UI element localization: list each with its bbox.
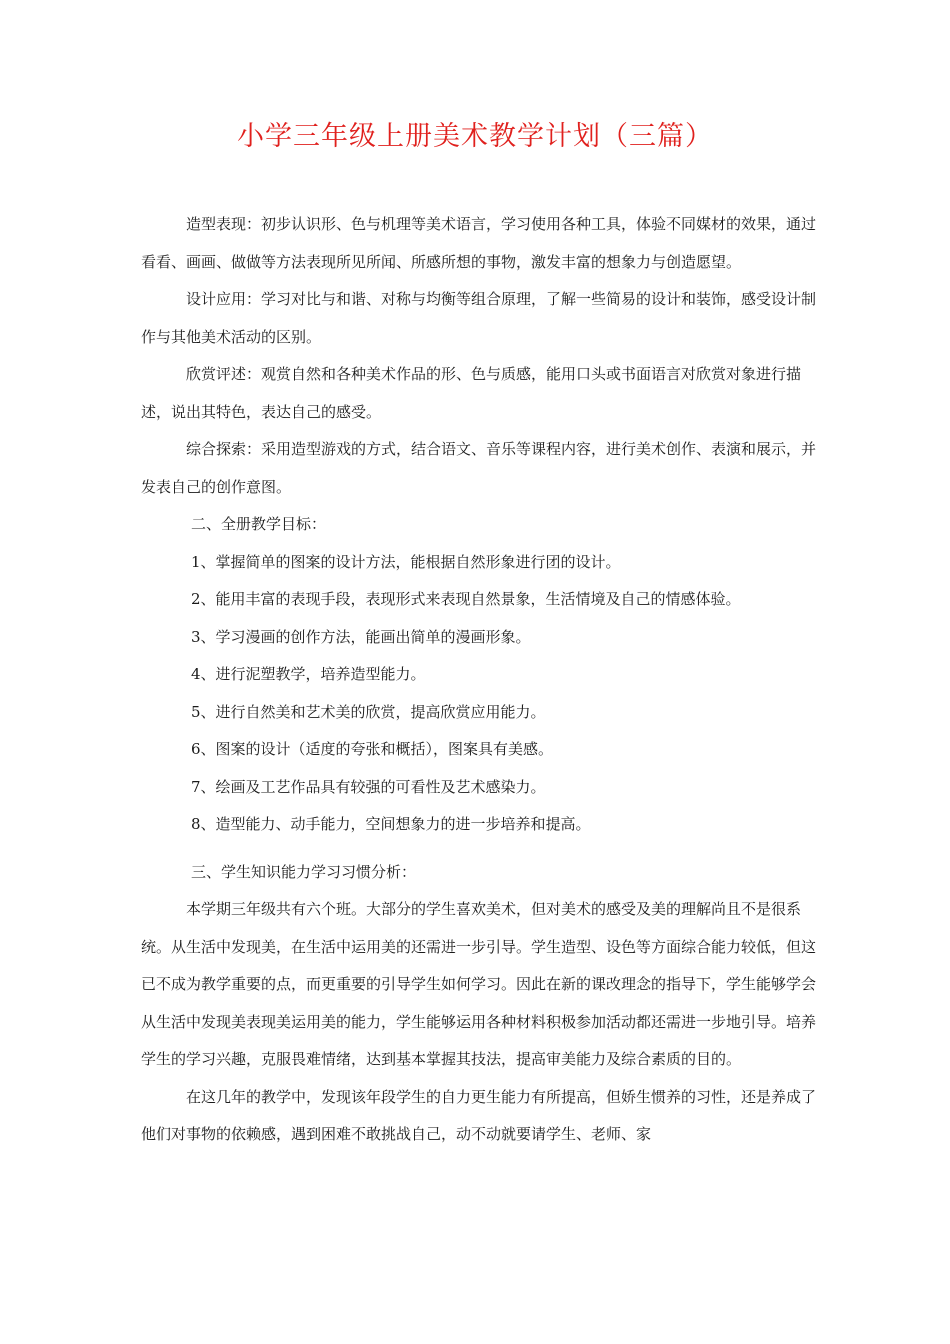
section-heading-goals: 二、全册教学目标： (191, 515, 327, 533)
list-item: 5、进行自然美和艺术美的欣赏，提高欣赏应用能力。 (191, 702, 546, 721)
list-item: 1、掌握简单的图案的设计方法，能根据自然形象进行团的设计。 (191, 552, 621, 571)
paragraph-exploration: 综合探索：采用造型游戏的方式，结合语文、音乐等课程内容，进行美术创作、表演和展示，并发表自己的创作意图。 (141, 440, 817, 496)
document-title: 小学三年级上册美术教学计划（三篇） (237, 121, 713, 152)
list-item: 4、进行泥塑教学，培养造型能力。 (191, 665, 426, 683)
paragraph-modeling: 造型表现：初步认识形、色与机理等美术语言，学习使用各种工具，体验不同媒材的效果，通过看看、画画、做做等方法表现所见所闻、所感所想的事物，激发丰富的想象力与创造愿望。 (141, 215, 817, 271)
paragraph-appreciation: 欣赏评述：观赏自然和各种美术作品的形、色与质感，能用口头或书面语言对欣赏对象进行描述，说出其特色，表达自己的感受。 (141, 365, 802, 421)
list-item: 2、能用丰富的表现手段，表现形式来表现自然景象，生活情境及自己的情感体验。 (191, 590, 741, 608)
list-item: 8、造型能力、动手能力，空间想象力的进一步培养和提高。 (191, 815, 591, 833)
document-body (141, 206, 817, 1154)
paragraph-class-analysis: 本学期三年级共有六个班。大部分的学生喜欢美术，但对美术的感受及美的理解尚且不是很系统。从生活中发现美，在生活中运用美的还需进一步引导。学生造型、设色等方面综合能力较低，但这已不成为教学重要的点，而更重要的引导学生如何学习。因此在新的课改理念的指导下，学生能够学会从生活中发现美表现美运用美的能力，学生能够运用各种材料积极参加活动都还需进一步地引导。培养学生的学习兴趣，克服畏难情绪，达到基本掌握其技法，提高审美能力及综合素质的目的。 (141, 900, 817, 1068)
list-item: 6、图案的设计（适度的夸张和概括），图案具有美感。 (191, 740, 554, 758)
section-heading-analysis: 三、学生知识能力学习习惯分析： (191, 862, 417, 881)
list-item: 3、学习漫画的创作方法，能画出简单的漫画形象。 (191, 627, 531, 646)
paragraph-design: 设计应用：学习对比与和谐、对称与均衡等组合原理，了解一些简易的设计和装饰，感受设计制作与其他美术活动的区别。 (141, 290, 817, 346)
paragraph-habit-analysis: 在这几年的教学中，发现该年段学生的自力更生能力有所提高，但娇生惯养的习性，还是养成了他们对事物的依赖感，遇到困难不敢挑战自己，动不动就要请学生、老师、家 (141, 1087, 817, 1143)
list-item: 7、绘画及工艺作品具有较强的可看性及艺术感染力。 (191, 777, 546, 796)
